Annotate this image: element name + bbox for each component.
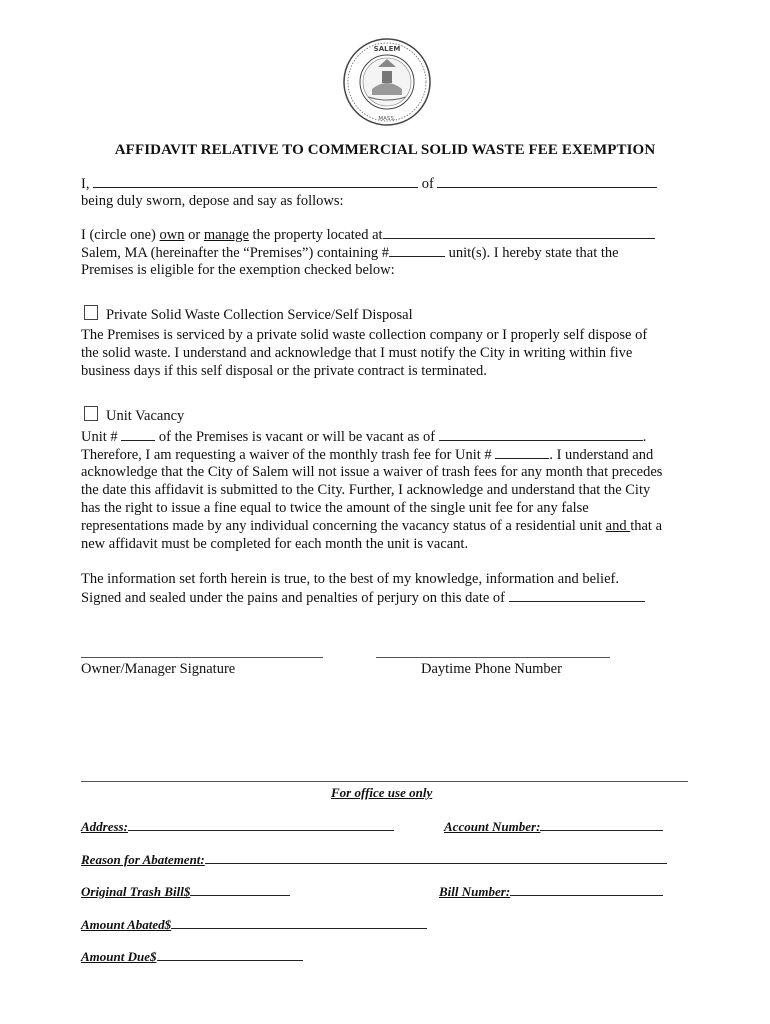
- attest-text-2: Signed and sealed under the pains and penalties of perjury on this date of: [81, 589, 645, 607]
- office-trash-bill-row: Original Trash Bill$: [81, 883, 290, 900]
- attest-text-1: The information set forth herein is true, to the best of my knowledge, information and belief.: [81, 571, 619, 587]
- property-address-field[interactable]: [383, 226, 655, 239]
- office-abated-field[interactable]: [171, 916, 427, 929]
- office-reason-field[interactable]: [205, 851, 667, 864]
- office-abated-row: Amount Abated$: [81, 916, 427, 933]
- option2-text-2: Therefore, I am requesting a waiver of the monthly trash fee for Unit # . I understand and: [81, 447, 654, 463]
- office-account-row: Account Number:: [444, 818, 663, 835]
- phone-label: Daytime Phone Number: [421, 661, 562, 677]
- vacant-unit-field[interactable]: [121, 428, 155, 441]
- office-bill-number-row: Bill Number:: [439, 883, 663, 900]
- office-address-field[interactable]: [128, 818, 394, 831]
- owner-signature-label: Owner/Manager Signature: [81, 661, 236, 677]
- office-address-row: Address:: [81, 818, 394, 835]
- unit-vacancy-checkbox[interactable]: [84, 406, 98, 421]
- private-disposal-checkbox[interactable]: [84, 305, 98, 320]
- document-title: AFFIDAVIT RELATIVE TO COMMERCIAL SOLID WASTE FEE EXEMPTION: [114, 142, 656, 158]
- phone-line[interactable]: [376, 657, 610, 658]
- option2-text-3: acknowledge that the City of Salem will not issue a waiver of trash fees for any month that precedes: [81, 464, 663, 480]
- intro-line-1: I, of: [81, 175, 657, 193]
- office-account-field[interactable]: [540, 818, 663, 831]
- signed-date-field[interactable]: [509, 589, 645, 602]
- option1-text-3: business days if this self disposal or the private contract is terminated.: [81, 363, 487, 379]
- owner-signature-line[interactable]: [81, 657, 323, 658]
- intro-line-2: being duly sworn, depose and say as follows:: [81, 193, 344, 209]
- manage-option[interactable]: manage: [203, 227, 249, 243]
- office-due-row: Amount Due$: [81, 948, 303, 965]
- premises-line-2: Salem, MA (hereinafter the “Premises”) containing # unit(s). I hereby state that the: [81, 245, 619, 261]
- office-bill-number-field[interactable]: [510, 883, 663, 896]
- option2-text-4: the date this affidavit is submitted to the City. Further, I acknowledge and understand that the City: [81, 482, 651, 498]
- office-due-field[interactable]: [157, 948, 303, 961]
- option-unit-vacancy: Unit Vacancy: [84, 406, 184, 425]
- vacancy-date-field[interactable]: [439, 428, 643, 441]
- office-heading: For office use only: [331, 785, 433, 800]
- office-reason-row: Reason for Abatement:: [81, 851, 667, 868]
- premises-line-3: Premises is eligible for the exemption checked below:: [81, 262, 395, 278]
- residence-field[interactable]: [437, 175, 657, 188]
- option1-text-2: the solid waste. I understand and acknowledge that I must notify the City in writing within five: [81, 345, 633, 361]
- name-field[interactable]: [93, 175, 418, 188]
- option2-text-6: representations made by any individual concerning the vacancy status of a residential unit and that a: [81, 518, 663, 534]
- option1-text-1: The Premises is serviced by a private solid waste collection company or I properly self dispose of: [81, 327, 648, 343]
- svg-text:MASS.: MASS.: [378, 116, 396, 122]
- premises-line-1: I (circle one) own or manage the property located at: [81, 226, 655, 244]
- option2-text-7: new affidavit must be completed for each month the unit is vacant.: [81, 536, 469, 552]
- svg-text:SALEM: SALEM: [373, 45, 401, 53]
- city-seal: [342, 37, 432, 127]
- option2-text-5: has the right to issue a fine equal to twice the amount of the single unit fee for any false: [81, 500, 589, 516]
- units-field[interactable]: [389, 244, 445, 257]
- office-divider: [81, 781, 688, 782]
- office-trash-bill-field[interactable]: [190, 883, 290, 896]
- own-option[interactable]: own: [159, 227, 185, 243]
- option2-text-1: Unit # of the Premises is vacant or will be vacant as of .: [81, 429, 647, 445]
- waiver-unit-field[interactable]: [495, 446, 549, 459]
- option-private-disposal: Private Solid Waste Collection Service/Self Disposal: [84, 305, 413, 324]
